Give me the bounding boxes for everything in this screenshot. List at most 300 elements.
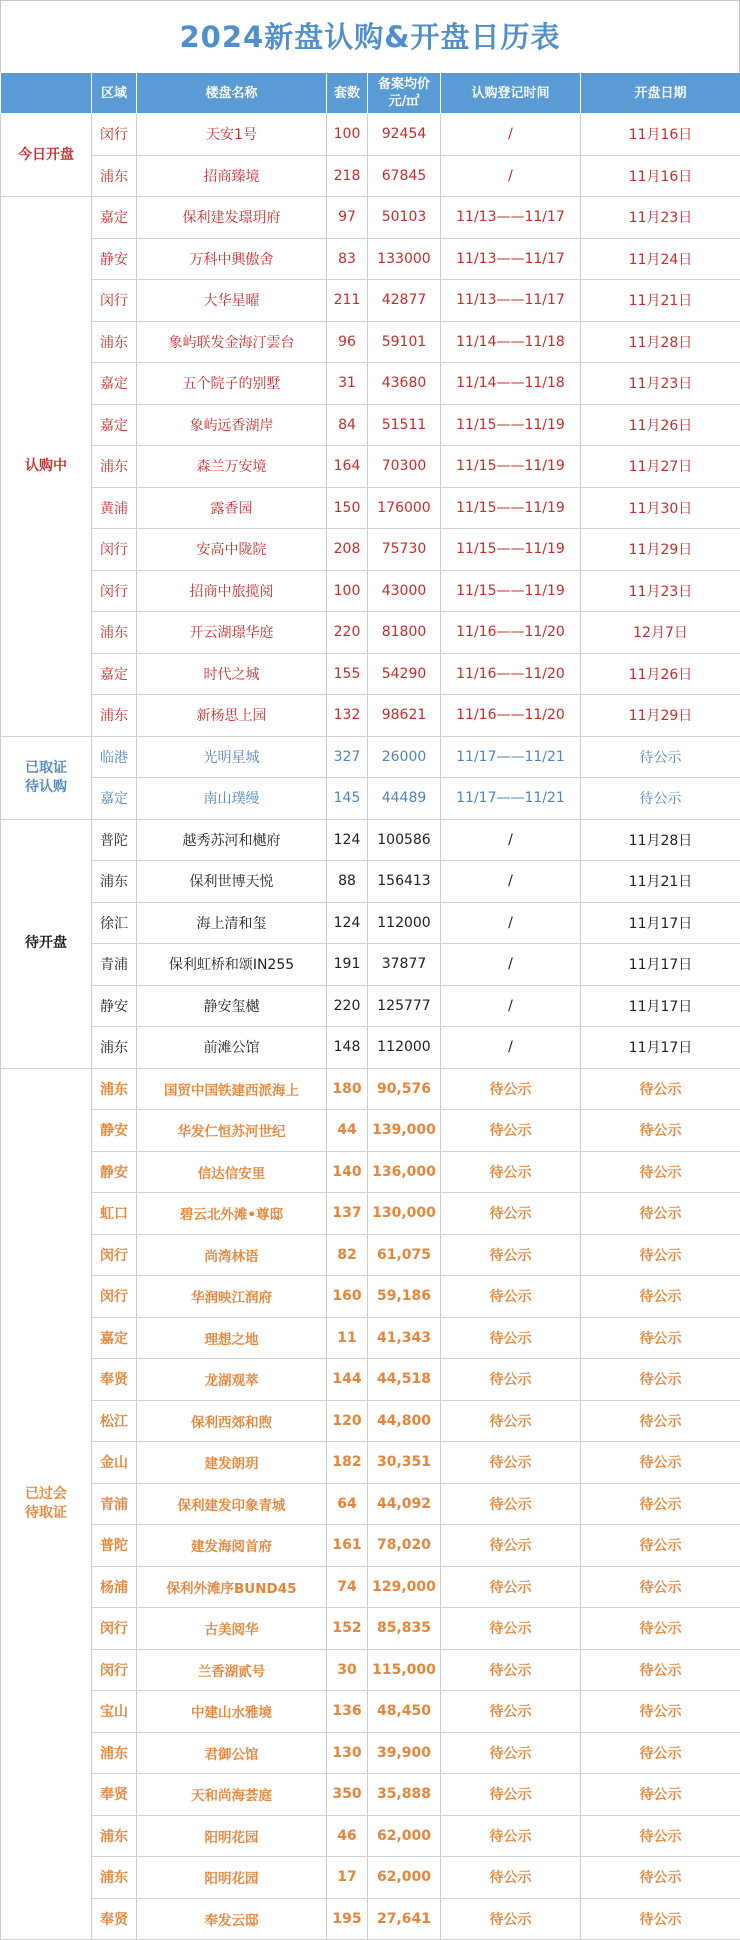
section-label-sub: 认购中	[1, 197, 92, 737]
district-cell: 静安	[92, 985, 137, 1027]
units-cell: 30	[327, 1649, 368, 1691]
units-cell: 84	[327, 404, 368, 446]
opening-date-cell: 11月17日	[581, 985, 740, 1027]
avg-price-cell: 54290	[368, 653, 441, 695]
project-name-cell: 万科中興傲舍	[137, 238, 327, 280]
table-row	[1, 1898, 740, 1940]
subscription-period-cell: 待公示	[441, 1193, 581, 1235]
avg-price-cell: 51511	[368, 404, 441, 446]
opening-date-cell: 11月30日	[581, 487, 740, 529]
avg-price-cell: 62,000	[368, 1857, 441, 1899]
project-name-cell: 招商臻境	[137, 155, 327, 197]
opening-date-cell: 11月21日	[581, 280, 740, 322]
opening-date-cell: 11月16日	[581, 155, 740, 197]
project-name-cell: 保利建发印象青城	[137, 1483, 327, 1525]
calendar-table	[0, 73, 740, 1940]
units-cell: 350	[327, 1774, 368, 1816]
subscription-period-cell: 待公示	[441, 1151, 581, 1193]
table-row	[1, 1774, 740, 1816]
opening-date-cell: 12月7日	[581, 612, 740, 654]
table-row	[1, 736, 740, 778]
subscription-period-cell: 待公示	[441, 1649, 581, 1691]
project-name-cell: 露香园	[137, 487, 327, 529]
district-cell: 嘉定	[92, 653, 137, 695]
opening-date-cell: 11月26日	[581, 653, 740, 695]
avg-price-cell: 50103	[368, 197, 441, 239]
opening-date-cell: 待公示	[581, 1566, 740, 1608]
avg-price-cell: 112000	[368, 1027, 441, 1069]
table-row	[1, 653, 740, 695]
table-row	[1, 321, 740, 363]
units-cell: 148	[327, 1027, 368, 1069]
units-cell: 144	[327, 1359, 368, 1401]
subscription-period-cell: 11/15——11/19	[441, 404, 581, 446]
table-row	[1, 1400, 740, 1442]
avg-price-cell: 41,343	[368, 1317, 441, 1359]
units-cell: 191	[327, 944, 368, 986]
subscription-period-cell: /	[441, 1027, 581, 1069]
units-cell: 17	[327, 1857, 368, 1899]
project-name-cell: 安高中陇院	[137, 529, 327, 571]
opening-date-cell: 11月16日	[581, 114, 740, 156]
district-cell: 奉贤	[92, 1898, 137, 1940]
subscription-period-cell: 待公示	[441, 1234, 581, 1276]
subscription-period-cell: /	[441, 819, 581, 861]
units-cell: 64	[327, 1483, 368, 1525]
header-subscription-period: 认购登记时间	[441, 73, 581, 114]
units-cell: 31	[327, 363, 368, 405]
subscription-period-cell: 11/13——11/17	[441, 238, 581, 280]
district-cell: 静安	[92, 1110, 137, 1152]
units-cell: 96	[327, 321, 368, 363]
avg-price-cell: 133000	[368, 238, 441, 280]
header-avg-price: 备案均价 元/㎡	[368, 73, 441, 114]
opening-date-cell: 待公示	[581, 1234, 740, 1276]
section-label-wait: 待开盘	[1, 819, 92, 1068]
avg-price-cell: 176000	[368, 487, 441, 529]
subscription-period-cell: 11/13——11/17	[441, 197, 581, 239]
table-row	[1, 902, 740, 944]
subscription-period-cell: 待公示	[441, 1566, 581, 1608]
district-cell: 金山	[92, 1442, 137, 1484]
units-cell: 180	[327, 1068, 368, 1110]
district-cell: 奉贤	[92, 1774, 137, 1816]
avg-price-cell: 44,518	[368, 1359, 441, 1401]
project-name-cell: 南山璞缦	[137, 778, 327, 820]
table-row	[1, 1110, 740, 1152]
district-cell: 青浦	[92, 1483, 137, 1525]
district-cell: 普陀	[92, 819, 137, 861]
subscription-period-cell: 待公示	[441, 1359, 581, 1401]
district-cell: 闵行	[92, 1608, 137, 1650]
project-name-cell: 越秀苏河和樾府	[137, 819, 327, 861]
table-row	[1, 487, 740, 529]
project-name-cell: 象屿联发金海汀雲台	[137, 321, 327, 363]
subscription-period-cell: /	[441, 114, 581, 156]
table-header	[1, 73, 740, 114]
opening-date-cell: 待公示	[581, 1691, 740, 1733]
opening-date-cell: 待公示	[581, 1151, 740, 1193]
avg-price-cell: 26000	[368, 736, 441, 778]
project-name-cell: 光明星城	[137, 736, 327, 778]
avg-price-cell: 39,900	[368, 1732, 441, 1774]
table-row	[1, 404, 740, 446]
avg-price-cell: 112000	[368, 902, 441, 944]
table-row	[1, 570, 740, 612]
avg-price-cell: 59,186	[368, 1276, 441, 1318]
opening-date-cell: 待公示	[581, 778, 740, 820]
subscription-period-cell: /	[441, 944, 581, 986]
opening-date-cell: 待公示	[581, 1400, 740, 1442]
table-row	[1, 1068, 740, 1110]
subscription-period-cell: 11/15——11/19	[441, 487, 581, 529]
project-name-cell: 国贸中国铁建西派海上	[137, 1068, 327, 1110]
project-name-cell: 保利外滩序BUND45	[137, 1566, 327, 1608]
header-district: 区域	[92, 73, 137, 114]
opening-date-cell: 待公示	[581, 1732, 740, 1774]
project-name-cell: 中建山水雅境	[137, 1691, 327, 1733]
header-project-name: 楼盘名称	[137, 73, 327, 114]
district-cell: 徐汇	[92, 902, 137, 944]
units-cell: 120	[327, 1400, 368, 1442]
opening-date-cell: 待公示	[581, 1857, 740, 1899]
units-cell: 88	[327, 861, 368, 903]
district-cell: 浦东	[92, 861, 137, 903]
header-row	[1, 73, 740, 114]
avg-price-cell: 139,000	[368, 1110, 441, 1152]
table-row	[1, 1151, 740, 1193]
table-row	[1, 1483, 740, 1525]
district-cell: 青浦	[92, 944, 137, 986]
table-row	[1, 612, 740, 654]
header-opening-date: 开盘日期	[581, 73, 740, 114]
subscription-period-cell: 待公示	[441, 1608, 581, 1650]
district-cell: 嘉定	[92, 197, 137, 239]
project-name-cell: 古美阅华	[137, 1608, 327, 1650]
subscription-period-cell: 11/17——11/21	[441, 736, 581, 778]
avg-price-cell: 75730	[368, 529, 441, 571]
units-cell: 155	[327, 653, 368, 695]
section-label-cert: 已取证 待认购	[1, 736, 92, 819]
avg-price-cell: 43000	[368, 570, 441, 612]
units-cell: 11	[327, 1317, 368, 1359]
table-row	[1, 1608, 740, 1650]
avg-price-cell: 43680	[368, 363, 441, 405]
units-cell: 82	[327, 1234, 368, 1276]
table-row	[1, 1525, 740, 1567]
units-cell: 211	[327, 280, 368, 322]
subscription-period-cell: 11/16——11/20	[441, 653, 581, 695]
opening-date-cell: 11月29日	[581, 695, 740, 737]
district-cell: 闵行	[92, 570, 137, 612]
avg-price-cell: 62,000	[368, 1815, 441, 1857]
table-row	[1, 280, 740, 322]
table-row	[1, 1649, 740, 1691]
project-name-cell: 君御公馆	[137, 1732, 327, 1774]
units-cell: 220	[327, 612, 368, 654]
table-row	[1, 1276, 740, 1318]
opening-date-cell: 待公示	[581, 1442, 740, 1484]
units-cell: 145	[327, 778, 368, 820]
table-row	[1, 238, 740, 280]
subscription-period-cell: 11/15——11/19	[441, 446, 581, 488]
subscription-period-cell: /	[441, 985, 581, 1027]
table-row	[1, 1691, 740, 1733]
district-cell: 闵行	[92, 1234, 137, 1276]
project-name-cell: 阳明花园	[137, 1815, 327, 1857]
subscription-period-cell: 待公示	[441, 1774, 581, 1816]
opening-date-cell: 待公示	[581, 1525, 740, 1567]
table-row	[1, 363, 740, 405]
project-name-cell: 保利世博天悦	[137, 861, 327, 903]
project-name-cell: 信达信安里	[137, 1151, 327, 1193]
subscription-period-cell: /	[441, 861, 581, 903]
project-name-cell: 前滩公馆	[137, 1027, 327, 1069]
avg-price-cell: 125777	[368, 985, 441, 1027]
district-cell: 嘉定	[92, 404, 137, 446]
avg-price-cell: 70300	[368, 446, 441, 488]
project-name-cell: 碧云北外滩•尊邸	[137, 1193, 327, 1235]
project-name-cell: 大华星曜	[137, 280, 327, 322]
project-name-cell: 开云湖璟华庭	[137, 612, 327, 654]
avg-price-cell: 81800	[368, 612, 441, 654]
project-name-cell: 龙湖观萃	[137, 1359, 327, 1401]
units-cell: 182	[327, 1442, 368, 1484]
district-cell: 闵行	[92, 1276, 137, 1318]
district-cell: 静安	[92, 238, 137, 280]
units-cell: 74	[327, 1566, 368, 1608]
subscription-period-cell: 待公示	[441, 1857, 581, 1899]
subscription-period-cell: 待公示	[441, 1400, 581, 1442]
district-cell: 普陀	[92, 1525, 137, 1567]
opening-date-cell: 11月23日	[581, 197, 740, 239]
units-cell: 46	[327, 1815, 368, 1857]
units-cell: 160	[327, 1276, 368, 1318]
avg-price-cell: 98621	[368, 695, 441, 737]
subscription-period-cell: 11/14——11/18	[441, 363, 581, 405]
units-cell: 44	[327, 1110, 368, 1152]
avg-price-cell: 61,075	[368, 1234, 441, 1276]
units-cell: 220	[327, 985, 368, 1027]
subscription-period-cell: 11/13——11/17	[441, 280, 581, 322]
opening-date-cell: 待公示	[581, 1068, 740, 1110]
opening-date-cell: 11月23日	[581, 363, 740, 405]
table-row	[1, 446, 740, 488]
subscription-period-cell: 待公示	[441, 1525, 581, 1567]
avg-price-cell: 44489	[368, 778, 441, 820]
project-name-cell: 建发朗玥	[137, 1442, 327, 1484]
district-cell: 静安	[92, 1151, 137, 1193]
district-cell: 浦东	[92, 446, 137, 488]
district-cell: 嘉定	[92, 778, 137, 820]
opening-date-cell: 待公示	[581, 1649, 740, 1691]
district-cell: 黄浦	[92, 487, 137, 529]
subscription-period-cell: 11/15——11/19	[441, 570, 581, 612]
opening-date-cell: 待公示	[581, 1774, 740, 1816]
opening-date-cell: 待公示	[581, 1359, 740, 1401]
avg-price-cell: 37877	[368, 944, 441, 986]
district-cell: 浦东	[92, 695, 137, 737]
district-cell: 浦东	[92, 1027, 137, 1069]
subscription-period-cell: 待公示	[441, 1317, 581, 1359]
units-cell: 83	[327, 238, 368, 280]
avg-price-cell: 156413	[368, 861, 441, 903]
opening-date-cell: 待公示	[581, 1608, 740, 1650]
subscription-period-cell: 待公示	[441, 1732, 581, 1774]
opening-date-cell: 11月24日	[581, 238, 740, 280]
opening-date-cell: 11月23日	[581, 570, 740, 612]
units-cell: 100	[327, 570, 368, 612]
district-cell: 杨浦	[92, 1566, 137, 1608]
table-row	[1, 1732, 740, 1774]
subscription-period-cell: 待公示	[441, 1898, 581, 1940]
subscription-period-cell: 待公示	[441, 1815, 581, 1857]
district-cell: 宝山	[92, 1691, 137, 1733]
avg-price-cell: 92454	[368, 114, 441, 156]
project-name-cell: 华润映江润府	[137, 1276, 327, 1318]
opening-date-cell: 11月26日	[581, 404, 740, 446]
district-cell: 虹口	[92, 1193, 137, 1235]
opening-date-cell: 11月28日	[581, 321, 740, 363]
project-name-cell: 理想之地	[137, 1317, 327, 1359]
project-name-cell: 兰香湖贰号	[137, 1649, 327, 1691]
units-cell: 124	[327, 902, 368, 944]
units-cell: 152	[327, 1608, 368, 1650]
units-cell: 137	[327, 1193, 368, 1235]
subscription-period-cell: 11/16——11/20	[441, 695, 581, 737]
table-row	[1, 529, 740, 571]
project-name-cell: 尚湾林语	[137, 1234, 327, 1276]
district-cell: 浦东	[92, 321, 137, 363]
table-row	[1, 114, 740, 156]
avg-price-cell: 67845	[368, 155, 441, 197]
table-row	[1, 1566, 740, 1608]
avg-price-cell: 136,000	[368, 1151, 441, 1193]
subscription-period-cell: 待公示	[441, 1276, 581, 1318]
district-cell: 嘉定	[92, 363, 137, 405]
project-name-cell: 静安玺樾	[137, 985, 327, 1027]
table-row	[1, 1193, 740, 1235]
opening-date-cell: 待公示	[581, 1193, 740, 1235]
project-name-cell: 保利虹桥和颂IN255	[137, 944, 327, 986]
opening-date-cell: 11月27日	[581, 446, 740, 488]
avg-price-cell: 90,576	[368, 1068, 441, 1110]
avg-price-cell: 78,020	[368, 1525, 441, 1567]
table-row	[1, 985, 740, 1027]
units-cell: 150	[327, 487, 368, 529]
units-cell: 100	[327, 114, 368, 156]
subscription-period-cell: 11/17——11/21	[441, 778, 581, 820]
avg-price-cell: 100586	[368, 819, 441, 861]
subscription-period-cell: 待公示	[441, 1483, 581, 1525]
avg-price-cell: 48,450	[368, 1691, 441, 1733]
opening-date-cell: 待公示	[581, 1110, 740, 1152]
units-cell: 327	[327, 736, 368, 778]
table-row	[1, 1359, 740, 1401]
project-name-cell: 时代之城	[137, 653, 327, 695]
units-cell: 208	[327, 529, 368, 571]
project-name-cell: 五个院子的别墅	[137, 363, 327, 405]
table-row	[1, 155, 740, 197]
opening-date-cell: 待公示	[581, 1483, 740, 1525]
units-cell: 161	[327, 1525, 368, 1567]
table-row	[1, 1857, 740, 1899]
avg-price-cell: 115,000	[368, 1649, 441, 1691]
table-row	[1, 1234, 740, 1276]
subscription-period-cell: /	[441, 902, 581, 944]
units-cell: 195	[327, 1898, 368, 1940]
district-cell: 浦东	[92, 155, 137, 197]
project-name-cell: 天安1号	[137, 114, 327, 156]
district-cell: 闵行	[92, 529, 137, 571]
project-name-cell: 海上清和玺	[137, 902, 327, 944]
subscription-period-cell: 待公示	[441, 1110, 581, 1152]
opening-date-cell: 11月17日	[581, 902, 740, 944]
opening-date-cell: 待公示	[581, 1317, 740, 1359]
header-units: 套数	[327, 73, 368, 114]
table-row	[1, 819, 740, 861]
units-cell: 218	[327, 155, 368, 197]
table-row	[1, 1442, 740, 1484]
avg-price-cell: 130,000	[368, 1193, 441, 1235]
district-cell: 奉贤	[92, 1359, 137, 1401]
table-row	[1, 861, 740, 903]
subscription-period-cell: /	[441, 155, 581, 197]
units-cell: 164	[327, 446, 368, 488]
district-cell: 嘉定	[92, 1317, 137, 1359]
opening-date-cell: 待公示	[581, 1276, 740, 1318]
avg-price-cell: 44,092	[368, 1483, 441, 1525]
opening-date-cell: 11月28日	[581, 819, 740, 861]
avg-price-cell: 85,835	[368, 1608, 441, 1650]
project-name-cell: 新杨思上园	[137, 695, 327, 737]
units-cell: 97	[327, 197, 368, 239]
district-cell: 松江	[92, 1400, 137, 1442]
project-name-cell: 森兰万安境	[137, 446, 327, 488]
avg-price-cell: 129,000	[368, 1566, 441, 1608]
project-name-cell: 保利西郊和煦	[137, 1400, 327, 1442]
subscription-period-cell: 11/15——11/19	[441, 529, 581, 571]
opening-date-cell: 11月29日	[581, 529, 740, 571]
opening-date-cell: 待公示	[581, 1898, 740, 1940]
district-cell: 浦东	[92, 612, 137, 654]
section-label-today: 今日开盘	[1, 114, 92, 197]
project-name-cell: 奉发云邸	[137, 1898, 327, 1940]
district-cell: 临港	[92, 736, 137, 778]
project-name-cell: 天和尚海荟庭	[137, 1774, 327, 1816]
opening-date-cell: 11月17日	[581, 1027, 740, 1069]
opening-date-cell: 待公示	[581, 1815, 740, 1857]
district-cell: 闵行	[92, 1649, 137, 1691]
project-name-cell: 阳明花园	[137, 1857, 327, 1899]
subscription-period-cell: 11/14——11/18	[441, 321, 581, 363]
opening-date-cell: 11月17日	[581, 944, 740, 986]
district-cell: 浦东	[92, 1732, 137, 1774]
table-row	[1, 778, 740, 820]
avg-price-cell: 42877	[368, 280, 441, 322]
avg-price-cell: 27,641	[368, 1898, 441, 1940]
header-section-blank	[1, 73, 92, 114]
project-name-cell: 华发仁恒苏河世纪	[137, 1110, 327, 1152]
subscription-period-cell: 待公示	[441, 1068, 581, 1110]
units-cell: 132	[327, 695, 368, 737]
units-cell: 124	[327, 819, 368, 861]
opening-date-cell: 11月21日	[581, 861, 740, 903]
project-name-cell: 建发海阅首府	[137, 1525, 327, 1567]
project-name-cell: 象屿远香湖岸	[137, 404, 327, 446]
table-row	[1, 1317, 740, 1359]
avg-price-cell: 59101	[368, 321, 441, 363]
